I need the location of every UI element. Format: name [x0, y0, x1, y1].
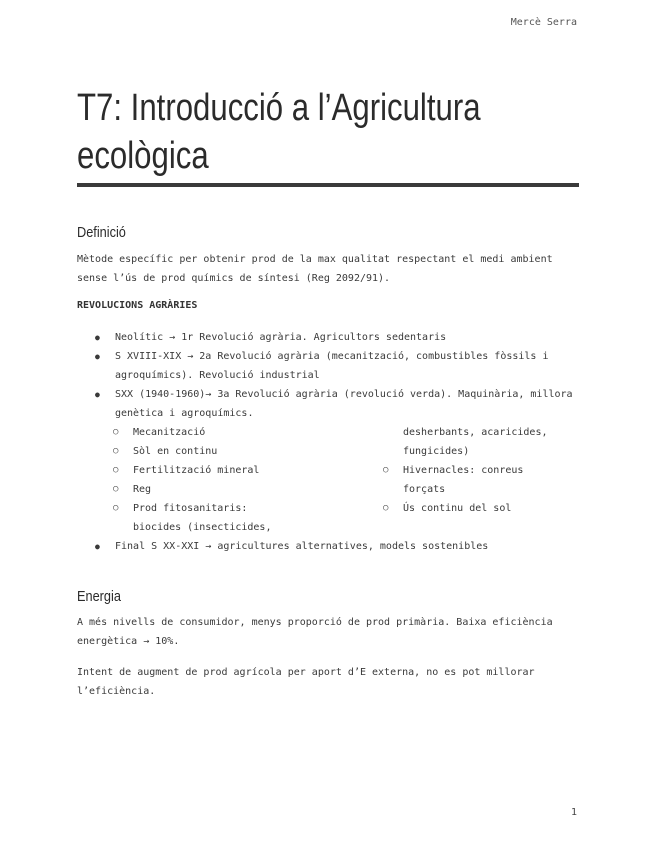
sublist-column-2 — [383, 423, 583, 518]
heading-definicio: Definició — [77, 224, 126, 241]
page-title: T7: Introducció a l’Agricultura ecològica — [77, 87, 481, 177]
sublist-continuation: desherbants, acaricides, fungicides) — [403, 427, 548, 457]
sublist-item: ○ Ús continu del sol — [383, 499, 583, 518]
sublist-item: ○ Fertilització mineral — [113, 461, 353, 480]
page-number: 1 — [570, 807, 577, 818]
sublist-item: ○ Hivernacles: conreus forçats — [383, 461, 543, 499]
heading-revolucions: REVOLUCIONS AGRÀRIES — [77, 300, 198, 311]
sublist-item: ○ Prod fitosanitaris: biocides (insecticides, — [113, 499, 293, 537]
list-item: ● Final S XX-XXI → agricultures alternatives, models sostenibles — [77, 537, 587, 556]
definition-paragraph: Mètode específic per obtenir prod de la max qualitat respectant el medi ambient sense l’ús de prod químics de síntesi (Reg 2092/91). — [77, 254, 553, 284]
sublist-two-columns — [115, 423, 587, 537]
heading-energia: Energia — [77, 588, 121, 605]
sublist-column-1 — [113, 423, 353, 537]
revolutions-list — [77, 328, 587, 556]
energia-paragraph-2: Intent de augment de prod agrícola per aport d’E externa, no es pot millorar l’eficiència. — [77, 667, 535, 697]
sublist-item: ○ Reg — [113, 480, 353, 499]
sublist-item: ○ Mecanització — [113, 423, 353, 442]
author-name: Mercè Serra — [510, 17, 577, 28]
list-item-text: SXX (1940-1960)→ 3a Revolució agrària (revolució verda). Maquinària, millora genètica i agroquímics. — [115, 389, 573, 419]
list-item: ● Neolític → 1r Revolució agrària. Agricultors sedentaris — [77, 328, 587, 347]
title-underline — [77, 183, 579, 187]
sublist-item: ○ Sòl en continu — [113, 442, 353, 461]
energia-paragraph-1: A més nivells de consumidor, menys proporció de prod primària. Baixa eficiència energètica → 10%. — [77, 617, 553, 647]
list-item: ● S XVIII-XIX → 2a Revolució agrària (mecanització, combustibles fòssils i agroquímics). Revolució industrial — [77, 347, 587, 385]
list-item — [77, 385, 587, 537]
